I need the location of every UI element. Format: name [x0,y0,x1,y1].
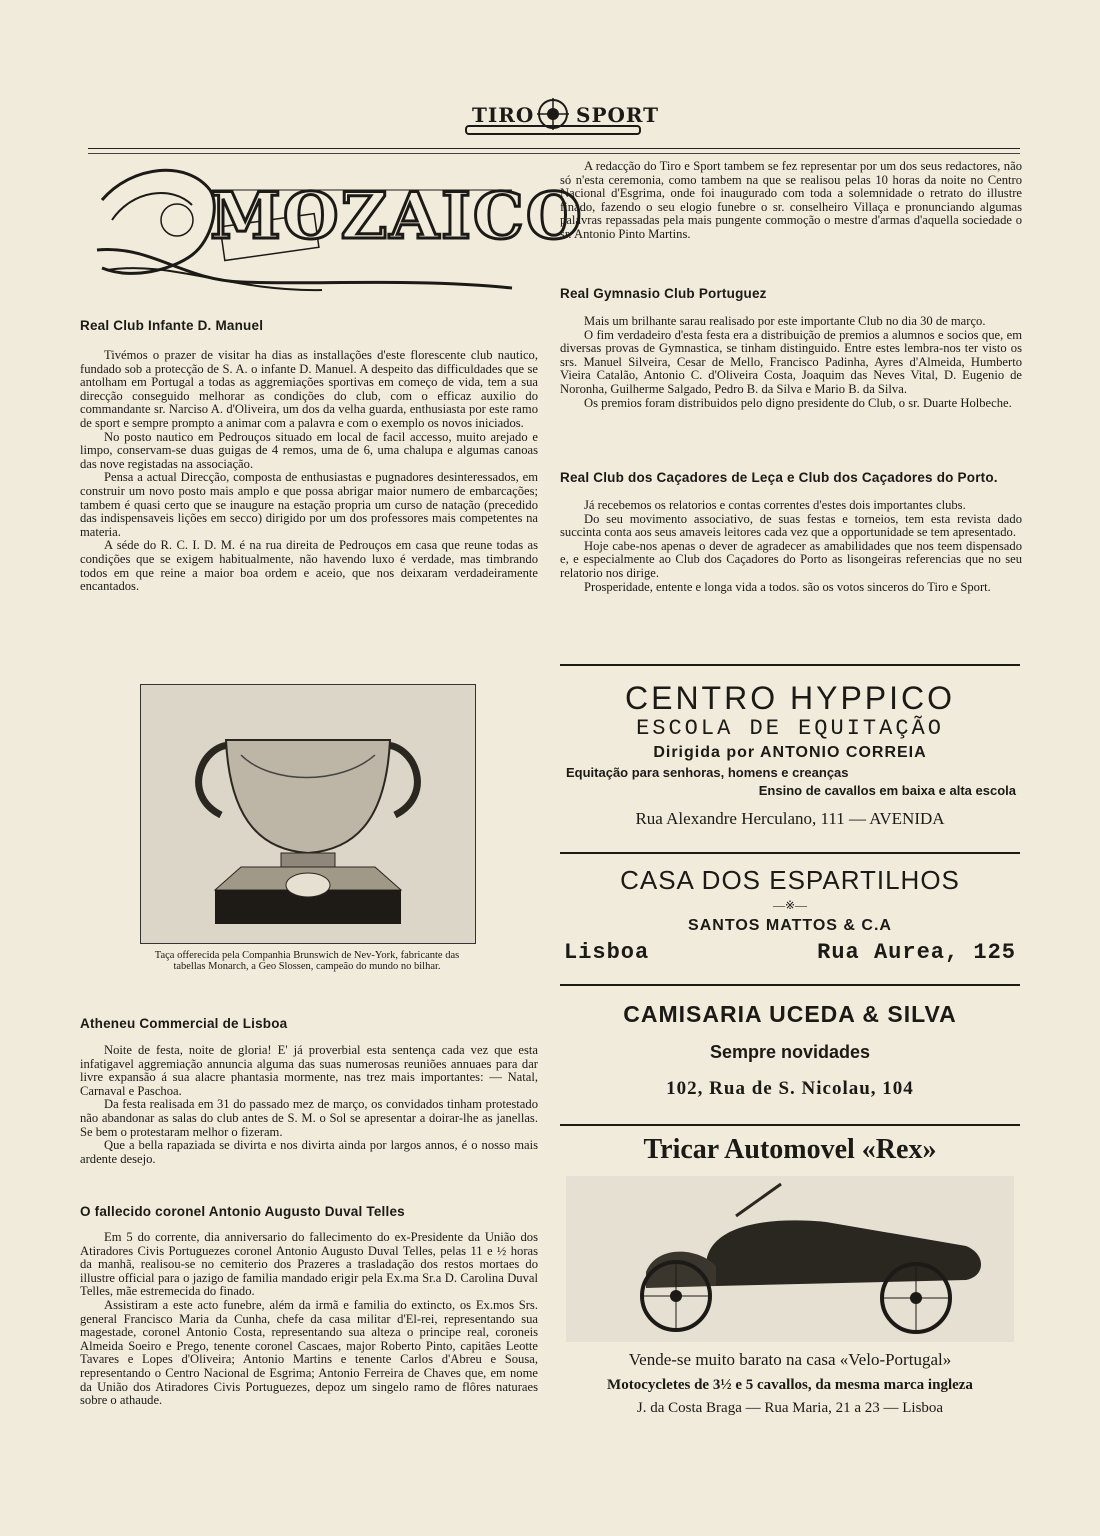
paragraph: Prosperidade, entente e longa vida a todos. são os votos sinceros do Tiro e Sport. [584,579,991,594]
ad-director: Dirigida por ANTONIO CORREIA [653,744,927,761]
ad-title: CASA DOS ESPARTILHOS [620,865,960,895]
ad-divider [560,664,1020,666]
masthead-title: TIRO [472,103,535,127]
ad-tagline: Sempre novidades [709,1042,871,1062]
ad-divider [560,984,1020,986]
ad-city: Lisboa [564,940,650,965]
ad-line: Motocycletes de 3½ e 5 cavallos, da mesma marca ingleza [607,1377,973,1393]
paragraph: A séde do R. C. I. D. M. é na rua direita de Pedrouços em casa que reune todas as condições que se exigem habitualmente, não havendo luxo é verdade, mas timbrando todos em que reine a maior boa ordem e aceio, que nos deixaram verdadeiramente encantados. [80,538,538,594]
paragraph: Da festa realisada em 31 do passado mez de março, os convidados tinham protestado não abandonar as salas do club antes de S. M. o Sol se apresentar a doirar-lhe as janellas. Se bem o protestaram melhor o fizeram. [80,1097,538,1139]
ad-title: CAMISARIA UCEDA & SILVA [623,1001,957,1027]
masthead-logo [460,92,660,140]
paragraph: Mais um brilhante sarau realisado por este importante Club no dia 30 de março. [584,314,986,328]
paragraph: No posto nautico em Pedrouços situado em local de facil accesso, muito arejado e limpo, conservam-se duas guigas de 4 remos, uma de 6, uma chalupa e algumas canoas das nove registadas na associação. [80,429,538,471]
ad-tricar-footer [560,1346,1020,1420]
ad-owner: SANTOS MATTOS & C.A [688,917,892,934]
section-heading: Real Club dos Caçadores de Leça e Club dos Caçadores do Porto. [560,470,998,485]
paragraph: Do seu movimento associativo, de suas festas e torneios, tem esta revista dado succinta conta aos seus amaveis leitores cada vez que a opportunidade se tem apresentado. [560,511,1022,540]
ad-address: Rua Aurea, 125 [817,940,1016,965]
top-rule-2 [88,153,1020,154]
paragraph: Que a bella rapaziada se divirta e nos divirta ainda por largos annos, é o nosso mais ardente desejo. [80,1138,538,1166]
trophy-photo [140,684,476,944]
paragraph: Hoje cabe-nos apenas o dever de agradecer as amabilidades que nos teem dispensado e, e especialmente ao Club dos Caçadores do Porto as lisongeiras referencias que no seu relatorio nos dirige. [560,538,1022,580]
paragraph: Noite de festa, noite de gloria! E' já proverbial esta sentença cada vez que esta infatigavel aggremiação annuncia alguma das suas numerosas reuniões annuaes para dar livre expansão á sua alacre phantasia mormente, nas trez mais importantes: — Natal, Carnaval e Paschoa. [80,1043,538,1098]
paragraph: Em 5 do corrente, dia anniversario do fallecimento do ex-Presidente da União dos Atiradores Civis Portuguezes coronel Antonio Augusto Duval Telles, pelas 11 e ½ horas da manhã, realisou-se no cemiterio dos Prazeres a trasladação dos restos mortaes do illustre official para o jazigo de familia mandado erigir pela Ex.ma Sr.a D. Carolina Duval Telles, mãe estremecida do finado. [80,1230,538,1299]
paragraph: O fim verdadeiro d'esta festa era a distribuição de premios a alumnos e socios que, em diversas provas de Gymnastica, se tinham distinguido. Entre estes lembra-nos ter visto os srs. Manuel Silveira, Cesar de Mello, Francisco Padinha, Ayres d'Almeida, Humberto Vieira Catalão, Antonio C. d'Oliveira Costa, Joaquim das Neves Vital, D. Eugenio de Noronha, Guilherme Salgado, Pedro B. da Silva e Mario B. da Silva. [560,327,1022,396]
figure-caption-wrap [140,950,474,972]
mosaico-header-illustration [92,160,584,300]
paragraph: Tivémos o prazer de visitar ha dias as installações d'este florescente club nautico, fundado sob a protecção de S. A. o infante D. Manuel. A despeito das difficuldades que se antolham em Portugal a todas as aggremiações sportivas em começo de vida, tem a sua direcção conseguido melhorar as condições do club, com o efficaz auxilio do commandante sr. Narciso A. d'Oliveira, um dos da velha guarda, enthusiasta por este ramo de sport e sempre prompto a animar com a palavra e com o exemplo os novos iniciados. [80,348,538,430]
section-cacadores [560,470,1022,594]
paragraph: Já recebemos os relatorios e contas correntes d'estes dois importantes clubs. [584,498,966,512]
tricar-image [566,1176,1014,1342]
paragraph: A redacção do Tiro e Sport tambem se fez representar por um dos seus redactores, não só n'esta ceremonia, como tambem na que se realisou pelas 10 horas da noite no Centro Nacional d'Esgrima, onde foi inaugurado com toda a solemnidade o retrato do illustre finado, fazendo o seu elogio funebre o sr. conselheiro Villaça e pronunciando algumas palavras repassadas pela mais pungente commoção o mestre d'armas d'aquella sociedade o sr. Antonio Pinto Martins. [560,159,1022,241]
trophy-icon [141,685,475,943]
ad-divider [560,852,1020,854]
section-heading: Real Gymnasio Club Portuguez [560,286,767,301]
ad-centro-hyppico [560,680,1020,834]
paragraph: Pensa a actual Direcção, composta de enthusiastas e pugnadores desinteressados, em construir um novo posto mais amplo e que possa abrigar maior numero de embarcações; tambem é quasi certo que se inaugure na estação propria um curso de natação (precedido das indispensaveis lições em secco) dirigido por um dos professores mais competentes na materia. [80,470,538,539]
ad-address: 102, Rua de S. Nicolau, 104 [666,1078,914,1099]
section-heading: Real Club Infante D. Manuel [80,318,264,333]
section-duval-telles [80,1204,538,1408]
ad-ornament: —※— [772,898,808,912]
ad-camisaria [560,998,1020,1106]
ad-line: J. da Costa Braga — Rua Maria, 21 a 23 — Lisboa [636,1400,944,1416]
section-gymnasio [560,286,1022,410]
ad-address: Rua Alexandre Herculano, 111 — AVENIDA [635,809,945,828]
figure-caption: Taça offerecida pela Companhia Brunswich de Nev-York, fabricante das tabellas Monarch, a Geo Slossen, campeão do mundo no bilhar. [154,950,460,972]
svg-text:SPORT: SPORT [576,103,660,127]
ad-subtitle: ESCOLA DE EQUITAÇÃO [636,716,944,741]
section-heading: O fallecido coronel Antonio Augusto Duval Telles [80,1204,405,1219]
ad-divider [560,1124,1020,1126]
ad-tricar-rex [560,1132,1020,1168]
section-intro [560,160,1022,242]
section-real-club-infante [80,318,538,594]
ad-line: Equitação para senhoras, homens e creanças [566,765,849,780]
svg-text:MOZAICO: MOZAICO [210,179,584,254]
ad-line: Ensino de cavallos em baixa e alta escola [758,783,1016,798]
ad-title: Tricar Automovel «Rex» [643,1134,937,1165]
ad-line: Vende-se muito barato na casa «Velo-Portugal» [628,1350,952,1369]
ad-casa-espartilhos [560,864,1020,965]
paragraph: Os premios foram distribuidos pelo digno presidente do Club, o sr. Duarte Holbeche. [584,395,1012,410]
section-atheneu [80,1016,538,1166]
paragraph: Assistiram a este acto funebre, além da irmã e familia do extincto, os Ex.mos Srs. general Francisco Maria da Cunha, chefe da casa militar d'El-rei, representando sua magestade, coronel Antonio Costa, representando sua alteza o principe real, coroneis Almeida Soeiro e Prego, tenente coronel Cascaes, major Roberto Pinto, capitães Leotte Tavares e Lopes d'Oliveira; Antonio Martins e tenente Carlos d'Abreu e Sousa, representando o Centro Nacional de Esgrima; Antonio Ferreira de Chaves que, em nome da União dos Atiradores Civis Portuguezes, depoz um singelo ramo de flôres naturaes sobre o athaude. [80,1297,538,1408]
ad-title: CENTRO HYPPICO [624,680,956,716]
section-heading: Atheneu Commercial de Lisboa [80,1016,288,1031]
top-rule [88,148,1020,149]
